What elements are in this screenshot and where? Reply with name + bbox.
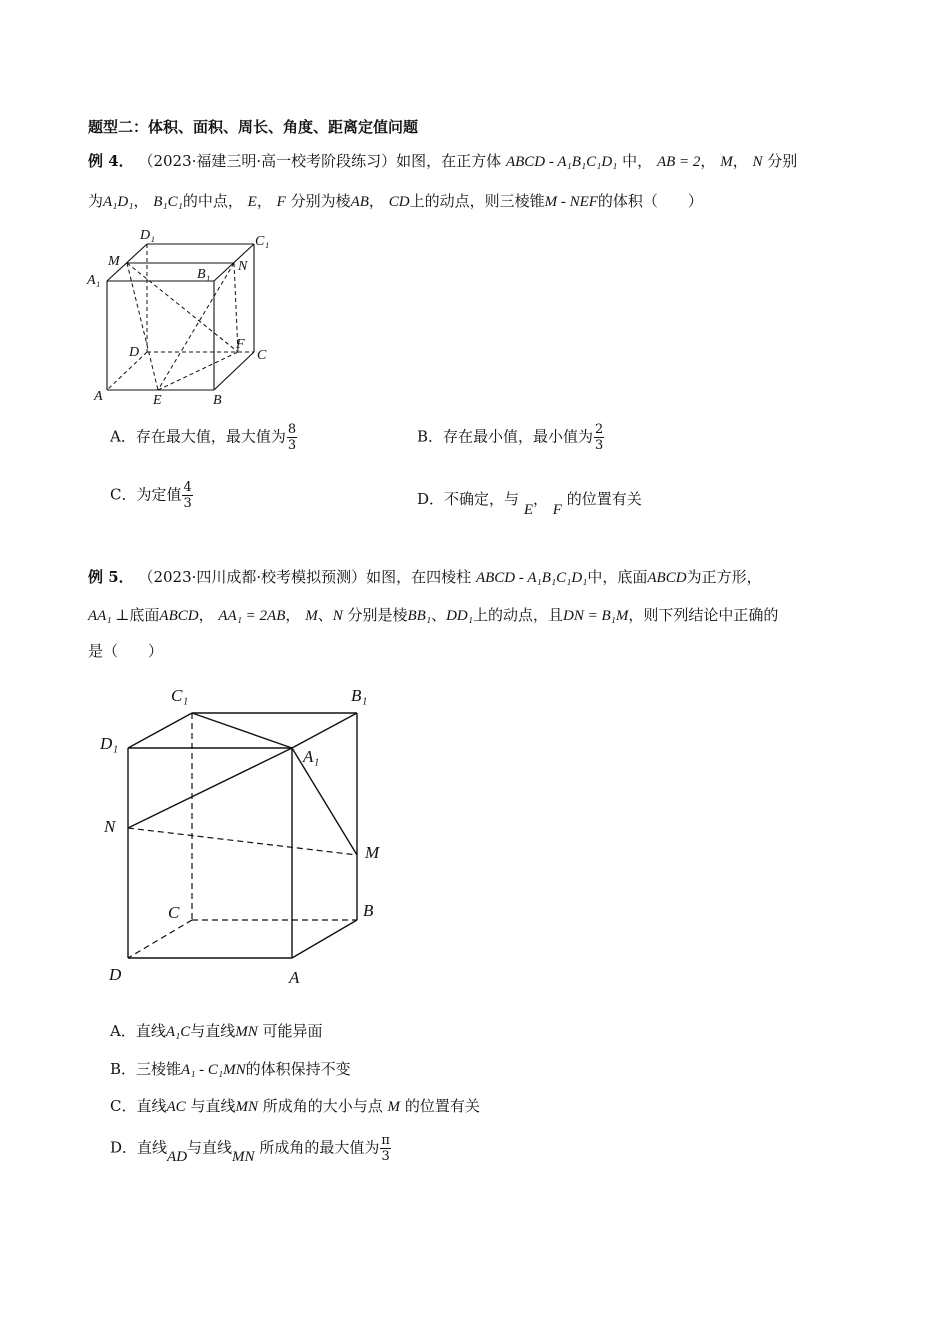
ex5-solid: ABCD - A₁B₁C₁D₁ xyxy=(475,570,588,586)
option-text: B．三棱锥 xyxy=(110,1060,182,1078)
ex4-seg2: B₁C₁ xyxy=(153,194,183,210)
option-text: D．不确定，与 xyxy=(417,490,520,508)
label-b1: B₁ xyxy=(197,267,211,282)
ex5-edge2: DD₁ xyxy=(446,608,473,624)
ex5-line2 xyxy=(88,604,778,625)
option-text: C．为定值 xyxy=(110,485,182,504)
option-var: A₁C xyxy=(165,1024,191,1040)
fraction xyxy=(380,1133,391,1164)
ex4-line2 xyxy=(88,190,703,211)
ex5-sep: ， xyxy=(285,606,301,624)
ex5-sep: ， xyxy=(198,606,214,624)
option-text: B．存在最小值，最小值为 xyxy=(417,427,594,446)
label-m: M xyxy=(365,843,380,862)
ex4-option-c xyxy=(110,480,194,511)
option-text: 的位置有关 xyxy=(404,1097,480,1115)
ex4-var-n: N xyxy=(752,154,763,170)
fraction-num: 2 xyxy=(595,422,604,437)
option-var-e: E xyxy=(523,502,533,518)
option-var: AC xyxy=(166,1099,186,1115)
ex5-sep: 、 xyxy=(317,606,333,624)
ex4-text: 上的动点，则三棱锥 xyxy=(409,192,545,210)
ex5-text: 为正方形， xyxy=(686,568,762,586)
segment-ef xyxy=(158,352,238,390)
edge-b1a1 xyxy=(292,713,357,748)
fraction-den: 3 xyxy=(183,496,192,511)
ex5-source: （2023·四川成都·校考模拟预测）如图，在四棱柱 xyxy=(138,568,472,586)
ex4-sep: ， xyxy=(732,152,748,170)
ex4-var-e: E xyxy=(247,194,257,210)
ex4-cond1: AB = 2 xyxy=(656,154,701,170)
label-c: C xyxy=(168,903,180,922)
ex4-line1 xyxy=(88,150,797,171)
option-var: A₁ - C₁MN xyxy=(181,1062,246,1078)
option-text: 的体积保持不变 xyxy=(245,1060,351,1078)
ex5-label: 例 5． xyxy=(88,568,134,586)
segment-a1m xyxy=(292,748,357,855)
ex4-label: 例 4． xyxy=(88,152,134,170)
ex4-text: 的体积（ ） xyxy=(597,192,703,210)
fraction-num: 8 xyxy=(287,422,297,437)
ex4-text: 分别为棱 xyxy=(290,192,351,210)
ex5-line1 xyxy=(88,566,762,587)
option-text: 所成角的大小与点 xyxy=(262,1097,383,1115)
option-text: C．直线 xyxy=(110,1097,167,1115)
fraction-num: π xyxy=(381,1133,390,1148)
ex4-edge2: CD xyxy=(388,194,410,210)
label-a1: A₁ xyxy=(87,273,101,288)
section-title: 题型二：体积、面积、周长、角度、距离定值问题 xyxy=(88,118,419,136)
ex5-text: ，则下列结论中正确的 xyxy=(628,606,779,624)
edge-cb xyxy=(214,352,254,390)
label-b: B xyxy=(213,393,222,408)
label-a: A xyxy=(94,389,103,404)
ex4-pyramid: M - NEF xyxy=(544,194,598,210)
ex4-var-f: F xyxy=(276,194,286,210)
ex5-option-d xyxy=(110,1133,392,1164)
ex5-cond2: DN = B₁M xyxy=(562,608,629,624)
edge-da xyxy=(107,352,147,390)
label-c1: C₁ xyxy=(171,686,189,705)
option-text: 与直线 xyxy=(190,1022,236,1040)
option-text: 的位置有关 xyxy=(566,490,642,508)
ex4-option-b xyxy=(417,422,605,453)
ex5-sep: 、 xyxy=(431,606,447,624)
option-text: 所成角的最大值为 xyxy=(259,1138,380,1157)
label-d1: D₁ xyxy=(100,734,119,753)
ex4-text: 中， xyxy=(622,152,653,170)
label-m: M xyxy=(108,254,120,269)
option-var: MN xyxy=(232,1148,255,1165)
ex4-var-m: M xyxy=(720,154,733,170)
label-c1: C₁ xyxy=(255,234,270,249)
option-var: MN xyxy=(235,1099,258,1115)
ex5-text: 分别是棱 xyxy=(347,606,408,624)
ex5-line3: 是（ ） xyxy=(88,642,164,660)
option-var-f: F xyxy=(552,502,562,518)
segment-nm xyxy=(128,828,357,855)
ex5-text: 中，底面 xyxy=(587,568,648,586)
fraction xyxy=(594,422,604,453)
ex5-option-b xyxy=(110,1058,351,1079)
option-text: 与直线 xyxy=(187,1138,233,1157)
label-b: B xyxy=(363,901,374,920)
segment-me xyxy=(127,263,158,390)
ex5-base: ABCD xyxy=(647,570,687,586)
ex4-edge1: AB xyxy=(350,194,369,210)
segment-mf xyxy=(127,263,238,352)
label-n: N xyxy=(104,817,116,836)
option-text: A．存在最大值，最大值为 xyxy=(110,427,286,446)
fraction-num: 4 xyxy=(183,480,192,495)
option-var: M xyxy=(387,1099,401,1115)
fraction xyxy=(287,422,297,453)
segment-c1a1 xyxy=(192,713,292,748)
ex5-option-a xyxy=(110,1020,323,1041)
label-b1: B₁ xyxy=(351,686,368,705)
option-var: MN xyxy=(235,1024,258,1040)
ex4-option-a xyxy=(110,422,298,453)
label-f: F xyxy=(236,337,245,352)
option-var: AD xyxy=(167,1148,188,1165)
fraction-den: 3 xyxy=(287,438,297,453)
ex5-text: 底面 xyxy=(129,606,160,624)
edge-ba xyxy=(292,920,357,958)
label-e: E xyxy=(153,393,162,408)
edge-c1d1 xyxy=(128,713,192,748)
ex4-sep: ， xyxy=(700,152,716,170)
ex4-text: 的中点， xyxy=(182,192,243,210)
edge-cd xyxy=(128,920,192,958)
label-d: D xyxy=(109,965,122,984)
ex5-option-c xyxy=(110,1095,480,1116)
ex5-text: 上的动点，且 xyxy=(472,606,563,624)
ex4-sep: ， xyxy=(368,192,384,210)
ex4-solid: ABCD - A₁B₁C₁D₁ xyxy=(505,154,618,170)
ex4-option-d xyxy=(417,488,642,518)
ex4-seg1: A₁D₁ xyxy=(103,194,134,210)
label-c: C xyxy=(257,348,267,363)
ex5-cond: AA₁ = 2AB xyxy=(218,608,286,624)
segment-na1 xyxy=(128,748,292,828)
ex4-source: （2023·福建三明·高一校考阶段练习）如图，在正方体 xyxy=(138,152,502,170)
segment-ne xyxy=(158,263,234,390)
ex5-var-n: N xyxy=(332,608,343,624)
option-text: 可能异面 xyxy=(262,1022,323,1040)
option-text: ， xyxy=(532,490,548,508)
fraction-den: 3 xyxy=(381,1149,390,1164)
fraction-den: 3 xyxy=(595,438,604,453)
option-text: D．直线 xyxy=(110,1138,168,1157)
label-d1: D₁ xyxy=(140,228,155,243)
label-n: N xyxy=(238,259,248,274)
ex4-text: 分别 xyxy=(767,152,798,170)
ex4-sep: ， xyxy=(256,192,272,210)
ex4-cube-figure xyxy=(80,222,280,412)
label-a: A xyxy=(289,968,300,987)
ex4-text: 为 xyxy=(88,192,104,210)
ex5-edge1: BB₁ xyxy=(407,608,432,624)
option-text: A．直线 xyxy=(110,1022,166,1040)
fraction xyxy=(182,480,192,511)
ex4-sep: ， xyxy=(133,192,149,210)
label-a1: A₁ xyxy=(303,747,320,766)
ex5-prism-figure xyxy=(95,680,405,990)
ex5-var-m: M xyxy=(305,608,318,624)
ex5-perp: AA₁ ⊥ xyxy=(88,608,130,624)
option-text: 与直线 xyxy=(190,1097,236,1115)
label-d: D xyxy=(129,345,140,360)
ex5-base2: ABCD xyxy=(159,608,199,624)
